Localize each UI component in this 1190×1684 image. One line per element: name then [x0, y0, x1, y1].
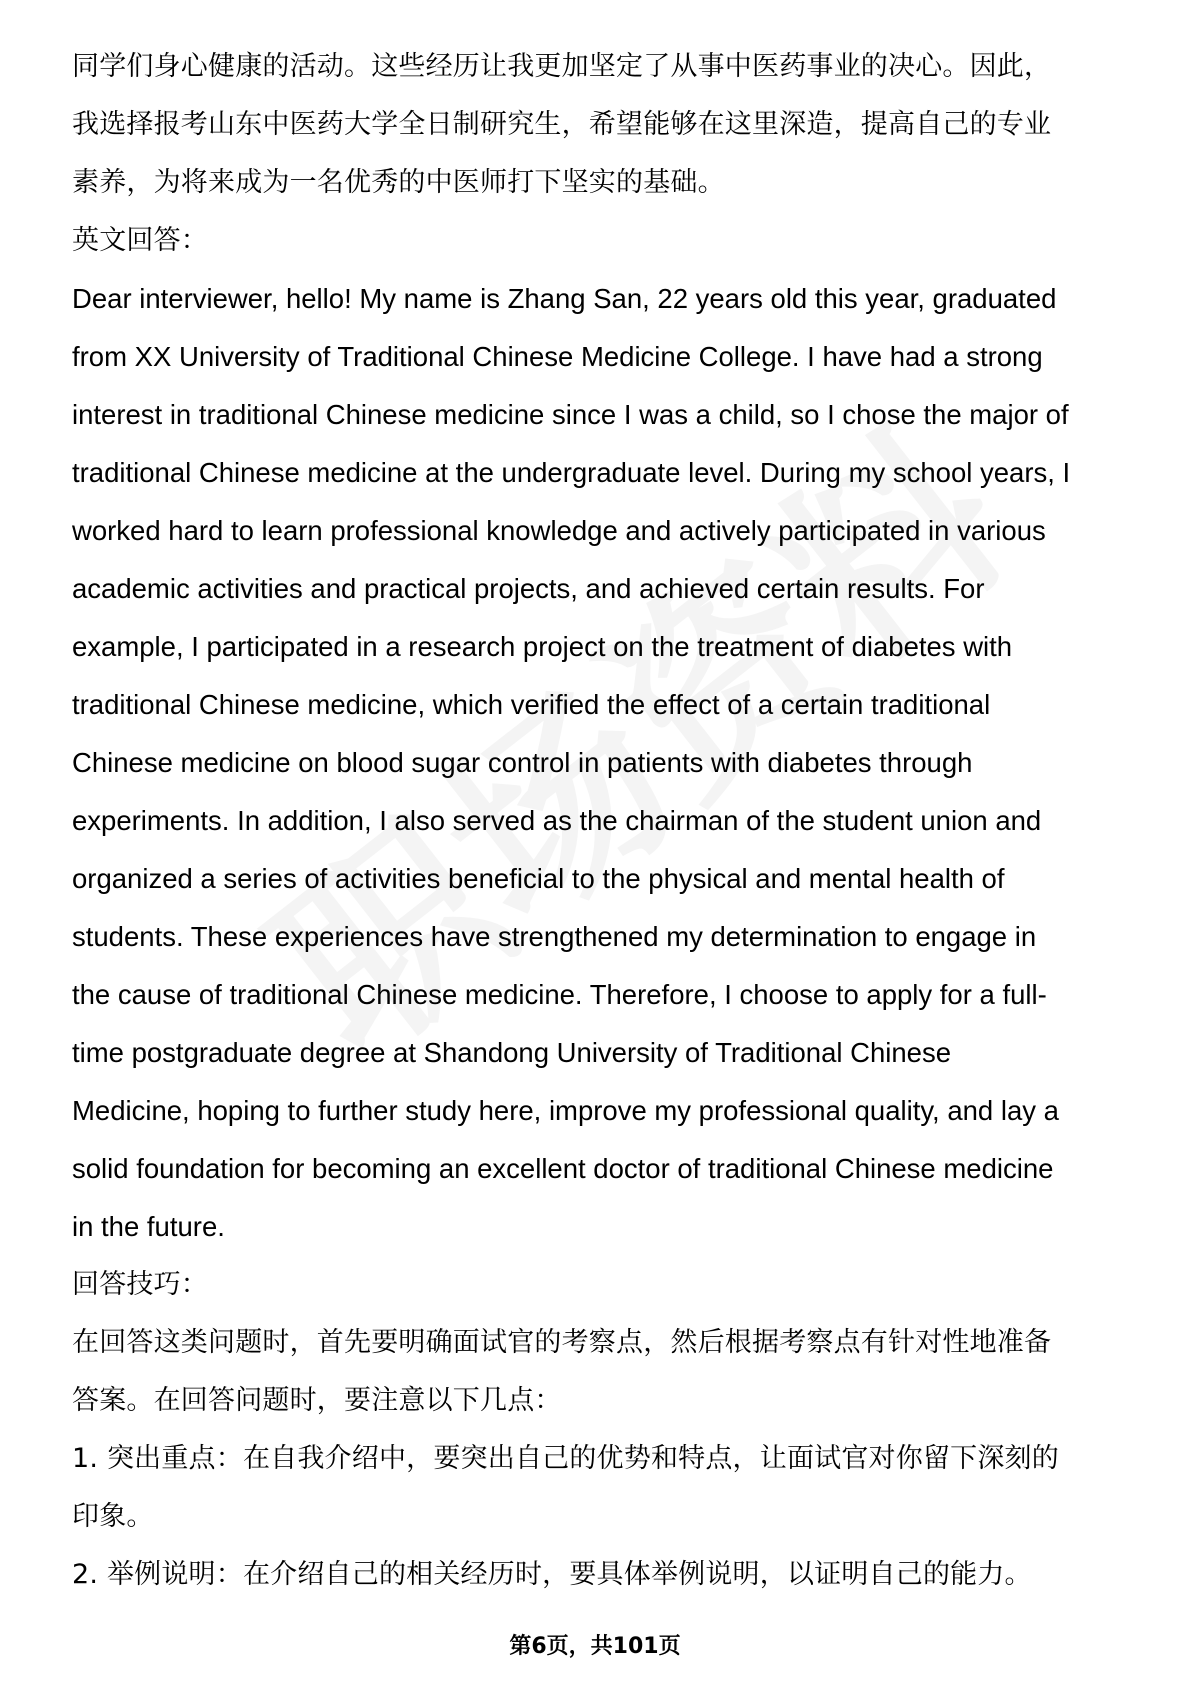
text-line: 英文回答： [72, 225, 208, 256]
text-line: 回答技巧： [72, 1269, 208, 1300]
text-line: 在回答这类问题时，首先要明确面试官的考察点，然后根据考察点有针对性地准备 [72, 1327, 1052, 1358]
text-line: 1. 突出重点：在自我介绍中，要突出自己的优势和特点，让面试官对你留下深刻的 [72, 1443, 1059, 1474]
text-line: students. These experiences have strengthened my determination to engage in [72, 921, 1037, 952]
page-indicator: 第6页，共101页 [509, 1634, 681, 1659]
text-line: in the future. [72, 1211, 225, 1242]
document-body [72, 38, 1127, 1604]
text-line: traditional Chinese medicine at the undergraduate level. During my school years, I [72, 457, 1071, 488]
text-line: 同学们身心健康的活动。这些经历让我更加坚定了从事中医药事业的决心。因此， [72, 51, 1052, 82]
text-line: the cause of traditional Chinese medicine. Therefore, I choose to apply for a full- [72, 979, 1047, 1010]
text-line: organized a series of activities beneficial to the physical and mental health of [72, 863, 1005, 894]
text-line: from XX University of Traditional Chinese Medicine College. I have had a strong [72, 341, 1043, 372]
text-line: example, I participated in a research project on the treatment of diabetes with [72, 631, 1013, 662]
text-line: worked hard to learn professional knowledge and actively participated in various [72, 515, 1046, 546]
text-line: 印象。 [72, 1501, 154, 1532]
text-line: interest in traditional Chinese medicine since I was a child, so I chose the major of [72, 399, 1069, 430]
text-line: 答案。在回答问题时，要注意以下几点： [72, 1385, 562, 1416]
text-line: time postgraduate degree at Shandong University of Traditional Chinese [72, 1037, 952, 1068]
text-line: experiments. In addition, I also served as the chairman of the student union and [72, 805, 1042, 836]
text-line: 我选择报考山东中医药大学全日制研究生，希望能够在这里深造，提高自己的专业 [72, 109, 1052, 140]
text-line: Dear interviewer, hello! My name is Zhang San, 22 years old this year, graduated [72, 283, 1057, 314]
text-line: Chinese medicine on blood sugar control in patients with diabetes through [72, 747, 973, 778]
text-line: 素养，为将来成为一名优秀的中医师打下坚实的基础。 [72, 167, 725, 198]
text-line: solid foundation for becoming an excellent doctor of traditional Chinese medicine [72, 1153, 1054, 1184]
text-line: traditional Chinese medicine, which verified the effect of a certain traditional [72, 689, 991, 720]
text-line: 2. 举例说明：在介绍自己的相关经历时，要具体举例说明，以证明自己的能力。 [72, 1559, 1032, 1590]
text-line: Medicine, hoping to further study here, improve my professional quality, and lay a [72, 1095, 1059, 1126]
text-line: academic activities and practical projects, and achieved certain results. For [72, 573, 985, 604]
